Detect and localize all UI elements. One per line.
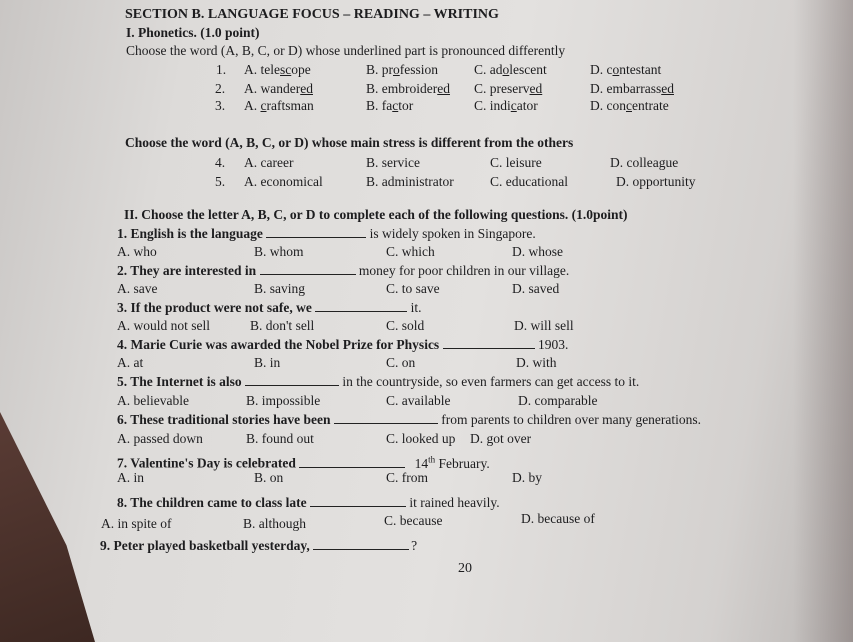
option-b: B. embroidered — [366, 81, 450, 96]
stress-instruction: Choose the word (A, B, C, or D) whose main stress is different from the others — [125, 135, 574, 150]
option-c: C. to save — [386, 281, 440, 296]
option-b: B. impossible — [246, 393, 321, 408]
option-c: C. which — [386, 244, 435, 259]
q-number: 4. — [215, 155, 226, 170]
option-d: D. comparable — [518, 393, 598, 408]
option-b: B. whom — [254, 244, 304, 259]
option-b: B. administrator — [366, 174, 454, 189]
option-a: A. at — [117, 355, 144, 370]
option-a: A. save — [117, 281, 158, 296]
option-a: A. believable — [117, 393, 189, 408]
option-a: A. career — [244, 155, 294, 170]
question-7: 7. Valentine's Day is celebrated 14th February. — [117, 454, 490, 471]
option-b: B. found out — [246, 431, 314, 446]
option-b: B. factor — [366, 98, 414, 113]
part1-instruction: Choose the word (A, B, C, or D) whose underlined part is pronounced differently — [126, 43, 566, 58]
option-a: A. who — [117, 244, 157, 259]
question-4: 4. Marie Curie was awarded the Nobel Prize for Physics 1903. — [117, 337, 569, 352]
option-d: D. concentrate — [590, 98, 669, 113]
option-c: C. available — [386, 393, 451, 408]
option-b: B. in — [254, 355, 281, 370]
part1-title: I. Phonetics. (1.0 point) — [126, 25, 260, 40]
option-b: B. profession — [366, 62, 438, 77]
option-c: C. on — [386, 355, 416, 370]
option-d: D. by — [512, 470, 542, 485]
part2-title: II. Choose the letter A, B, C, or D to complete each of the following questions. (1.0point) — [124, 207, 628, 222]
option-d: D. colleague — [610, 155, 679, 170]
q-number: 1. — [216, 62, 227, 77]
question-9: 9. Peter played basketball yesterday, ? — [100, 538, 418, 553]
option-c: C. because — [384, 513, 443, 528]
option-d: D. will sell — [514, 318, 574, 333]
option-a: A. in — [117, 470, 144, 485]
option-b: B. although — [243, 516, 306, 531]
q-number: 3. — [215, 98, 226, 113]
option-c: C. from — [386, 470, 428, 485]
option-c: C. educational — [490, 174, 568, 189]
option-d: D. got over — [470, 431, 532, 446]
question-5: 5. The Internet is also in the countryside, so even farmers can get access to it. — [117, 374, 640, 389]
q-number: 2. — [215, 81, 226, 96]
option-c: C. preserved — [474, 81, 543, 96]
option-c: C. looked up — [386, 431, 456, 446]
question-3: 3. If the product were not safe, we it. — [117, 300, 422, 315]
option-a: A. craftsman — [244, 98, 314, 113]
option-a: A. economical — [244, 174, 323, 189]
option-a: A. would not sell — [117, 318, 210, 333]
question-2: 2. They are interested in money for poor children in our village. — [117, 263, 570, 278]
option-b: B. saving — [254, 281, 306, 296]
option-c: C. adolescent — [474, 62, 547, 77]
option-d: D. contestant — [590, 62, 662, 77]
option-d: D. embarrassed — [590, 81, 674, 96]
option-a: A. wandered — [244, 81, 313, 96]
option-d: D. whose — [512, 244, 563, 259]
option-d: D. opportunity — [616, 174, 696, 189]
option-d: D. saved — [512, 281, 560, 296]
option-b: B. on — [254, 470, 284, 485]
option-b: B. service — [366, 155, 420, 170]
option-c: C. indicator — [474, 98, 538, 113]
option-c: C. sold — [386, 318, 425, 333]
option-a: A. in spite of — [101, 516, 172, 531]
question-1: 1. English is the language is widely spoken in Singapore. — [117, 226, 536, 241]
option-d: D. with — [516, 355, 557, 370]
q-number: 5. — [215, 174, 226, 189]
option-c: C. leisure — [490, 155, 542, 170]
option-a: A. telescope — [244, 62, 311, 77]
page-number: 20 — [458, 561, 472, 576]
option-b: B. don't sell — [250, 318, 315, 333]
option-d: D. because of — [521, 511, 595, 526]
section-title: SECTION B. LANGUAGE FOCUS – READING – WRITING — [125, 7, 499, 22]
question-6: 6. These traditional stories have been from parents to children over many generations. — [117, 412, 702, 427]
question-8: 8. The children came to class late it rained heavily. — [117, 495, 500, 510]
page-edge-shadow — [793, 0, 853, 642]
option-a: A. passed down — [117, 431, 203, 446]
